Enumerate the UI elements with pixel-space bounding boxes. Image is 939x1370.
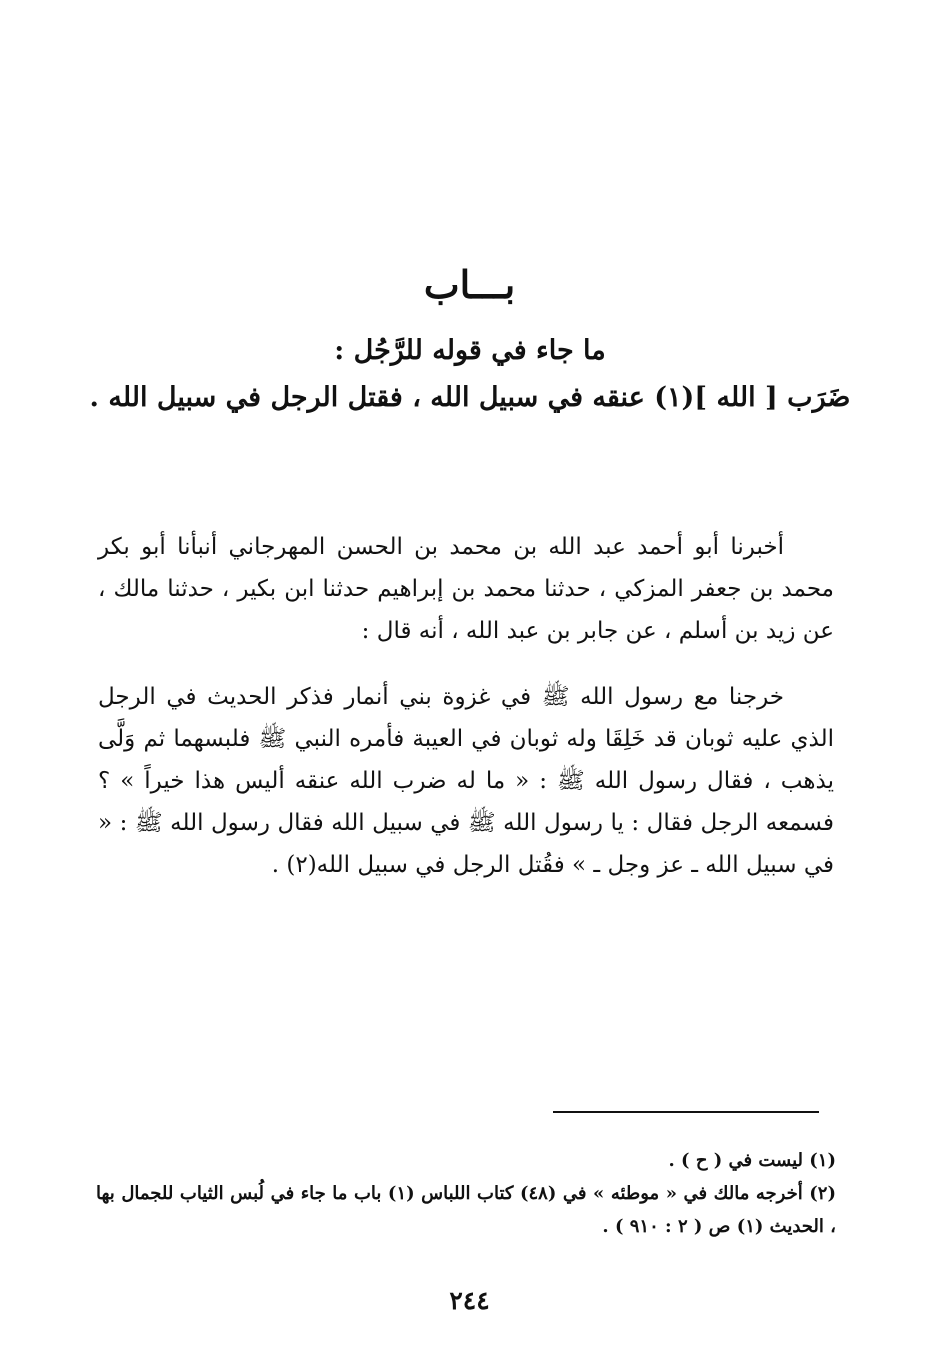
footnotes [96, 1144, 836, 1243]
hadith-paragraph [98, 676, 834, 886]
footnote-1: (١) ليست في ( ح ) . [668, 1150, 836, 1171]
page-number: ٢٤٤ [449, 1286, 490, 1315]
chapter-title: بـــاب [423, 262, 516, 307]
isnad-paragraph [98, 526, 834, 652]
isnad-text: أخبرنا أبو أحمد عبد الله بن محمد بن الحسن المهرجاني أنبأنا أبو بكر محمد بن جعفر المزكي ، حدثنا محمد بن إبراهيم حدثنا ابن بكير ، حدثنا مالك ، عن زيد بن أسلم ، عن جابر بن عبد الله ، أنه قال : [98, 534, 834, 644]
hadith-text: خرجنا مع رسول الله ﷺ في غزوة بني أنمار فذكر الحديث في الرجل الذي عليه ثوبان قد خَلِقَا وله ثوبان في العيبة فأمره النبي ﷺ فلبسهما ثم وَلَّى يذهب ، فقال رسول الله ﷺ : « ما له ضرب الله عنقه أليس هذا خيراً » ؟ فسمعه الرجل فقال : يا رسول الله ﷺ في سبيل الله فقال رسول الله ﷺ : « في سبيل الله ـ عز وجل ـ » فقُتل الرجل في سبيل الله(٢) . [98, 684, 834, 878]
chapter-heading-line-1: ما جاء في قوله للرَّجُل : [334, 335, 606, 366]
footnote-2: (٢) أخرجه مالك في « موطئه » في (٤٨) كتاب اللباس (١) باب ما جاء في لُبس الثياب للجمال بها ، الحديث (١) ص ( ٢ : ٩١٠ ) . [96, 1183, 836, 1237]
chapter-heading-line-2: ضَرَب [ الله ](١) عنقه في سبيل الله ، فقتل الرجل في سبيل الله . [89, 382, 851, 413]
footnote-divider [553, 1111, 819, 1113]
